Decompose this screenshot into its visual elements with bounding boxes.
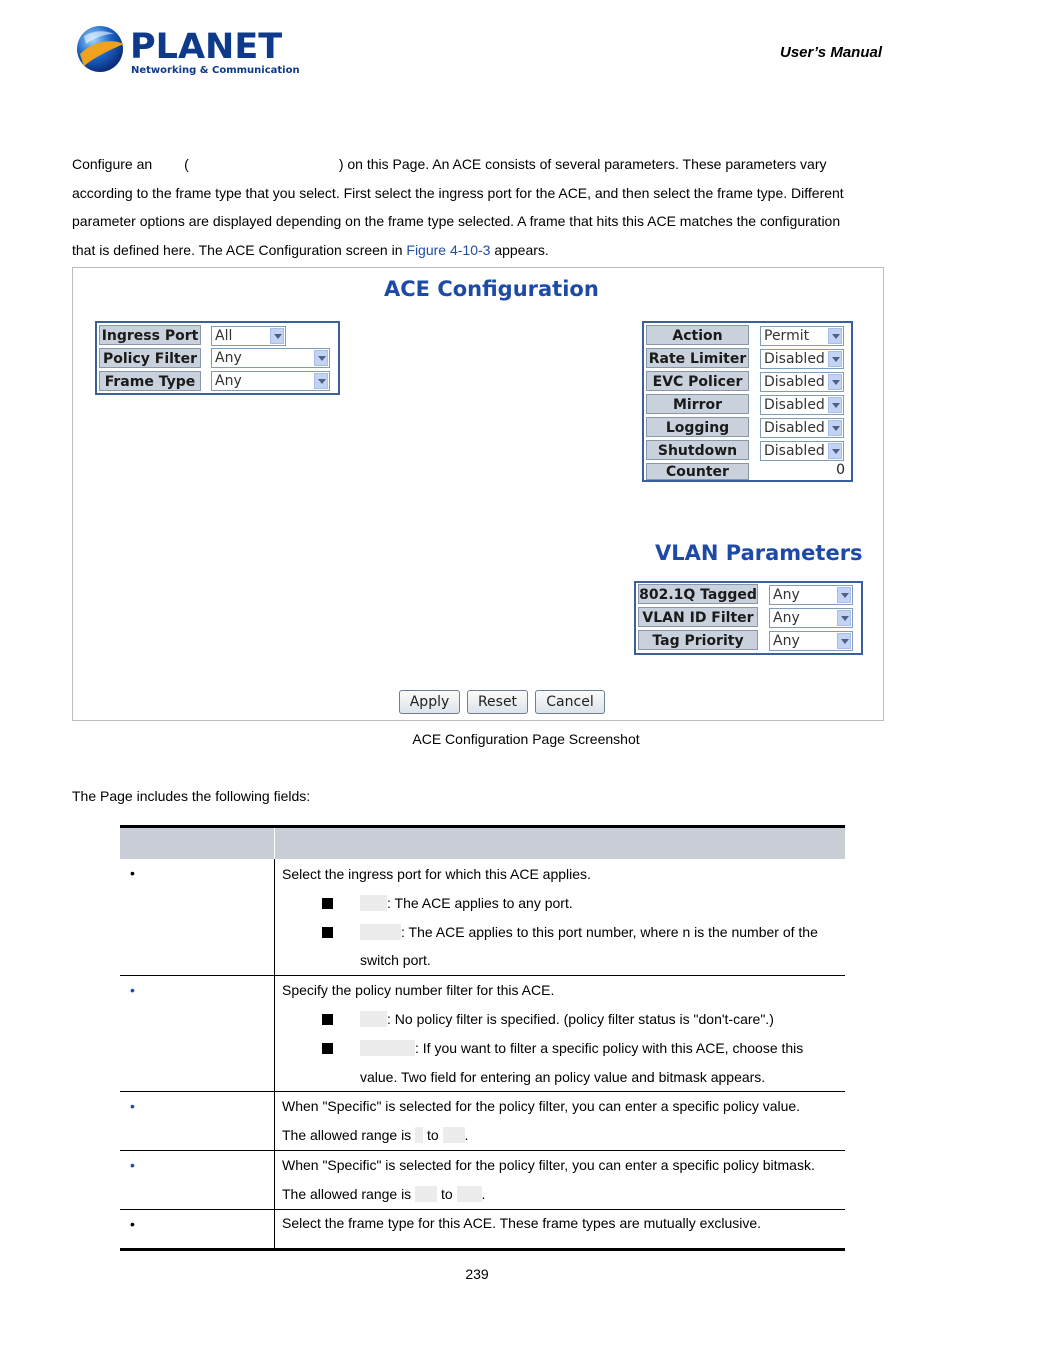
intro-text: ( — [184, 156, 189, 172]
table-row-sub: : The ACE applies to any port. — [387, 895, 573, 911]
logging-value: Disabled — [764, 420, 825, 436]
ingress-port-value: All — [215, 328, 233, 344]
shutdown-label: Shutdown — [646, 440, 749, 460]
intro-text: appears. — [494, 242, 549, 259]
counter-label: Counter — [646, 463, 749, 480]
table-row-range: The allowed range is — [282, 1186, 412, 1202]
chevron-down-icon — [314, 350, 328, 366]
chevron-down-icon — [828, 328, 842, 344]
tag-priority-value: Any — [773, 633, 800, 649]
frame-type-label: Frame Type — [99, 371, 201, 391]
policy-filter-select[interactable] — [211, 348, 330, 368]
table-row-range: The allowed range is — [282, 1127, 412, 1143]
chevron-down-icon — [270, 328, 284, 344]
table-row-sub: : If you want to filter a specific policy with this ACE, choose this — [415, 1040, 804, 1056]
tag-priority-label: Tag Priority — [638, 630, 758, 650]
chevron-down-icon — [828, 374, 842, 390]
evc-policer-select[interactable] — [760, 372, 844, 392]
intro-text: ) on this Page. An ACE consists of several parameters. These parameters vary — [338, 156, 827, 172]
mirror-value: Disabled — [764, 397, 825, 413]
rate-limiter-select[interactable] — [760, 349, 844, 369]
bullet-icon: • — [130, 982, 135, 998]
frame-type-select[interactable] — [211, 371, 330, 391]
mirror-select[interactable] — [760, 395, 844, 415]
chevron-down-icon — [314, 373, 328, 389]
action-label: Action — [646, 325, 749, 345]
rate-limiter-value: Disabled — [764, 351, 825, 367]
vlan-parameters-title: VLAN Parameters — [655, 541, 863, 565]
evc-policer-label: EVC Policer — [646, 371, 749, 391]
chevron-down-icon — [828, 397, 842, 413]
chevron-down-icon — [828, 443, 842, 459]
tagged-select[interactable] — [769, 585, 853, 605]
reset-button[interactable]: Reset — [467, 690, 528, 714]
intro-text: Configure an — [72, 156, 153, 172]
ingress-port-select[interactable] — [211, 326, 286, 346]
chevron-down-icon — [837, 587, 851, 603]
action-value: Permit — [764, 328, 810, 344]
fields-intro: The Page includes the following fields: — [72, 788, 311, 804]
counter-value: 0 — [836, 462, 845, 478]
ace-configuration-screenshot — [72, 267, 884, 721]
logging-label: Logging — [646, 417, 749, 437]
table-row-desc: Select the ingress port for which this ACE applies. — [282, 866, 591, 882]
policy-filter-label: Policy Filter — [99, 348, 201, 368]
vlan-id-filter-label: VLAN ID Filter — [638, 607, 758, 627]
square-bullet-icon — [322, 927, 333, 938]
policy-filter-value: Any — [215, 350, 242, 366]
frame-type-value: Any — [215, 373, 242, 389]
chevron-down-icon — [837, 633, 851, 649]
table-row-desc: When "Specific" is selected for the policy filter, you can enter a specific policy bitmask. — [282, 1157, 815, 1173]
bullet-icon: • — [130, 1216, 135, 1232]
apply-button[interactable]: Apply — [399, 690, 460, 714]
logging-select[interactable] — [760, 418, 844, 438]
vlan-parameters-table — [634, 581, 863, 655]
chevron-down-icon — [828, 420, 842, 436]
square-bullet-icon — [322, 1014, 333, 1025]
range-end: . — [464, 1127, 469, 1143]
table-bottom-rule — [120, 1248, 845, 1251]
ingress-port-label: Ingress Port — [99, 325, 201, 345]
range-to: to — [426, 1127, 439, 1143]
ace-configuration-title: ACE Configuration — [384, 277, 599, 301]
table-row-sub: : The ACE applies to this port number, where n is the number of the — [401, 924, 818, 940]
rate-limiter-label: Rate Limiter — [646, 348, 749, 368]
table-row-desc: Select the frame type for this ACE. These frame types are mutually exclusive. — [282, 1215, 762, 1231]
range-to: to — [440, 1186, 453, 1202]
shutdown-select[interactable] — [760, 441, 844, 461]
svg-text:Networking & Communication: Networking & Communication — [131, 65, 300, 76]
evc-policer-value: Disabled — [764, 374, 825, 390]
planet-logo — [74, 22, 300, 78]
manual-label: User’s Manual — [780, 44, 882, 61]
page-number: 239 — [465, 1266, 489, 1282]
range-end: . — [481, 1186, 486, 1202]
chevron-down-icon — [828, 351, 842, 367]
vlan-id-filter-value: Any — [773, 610, 800, 626]
table-row-sub: value. Two field for entering an policy value and bitmask appears. — [360, 1069, 766, 1085]
tag-priority-select[interactable] — [769, 631, 853, 651]
cancel-button[interactable]: Cancel — [535, 690, 605, 714]
table-row-sub: : No policy filter is specified. (policy filter status is "don't-care".) — [387, 1011, 774, 1027]
shutdown-value: Disabled — [764, 443, 825, 459]
table-row-desc: Specify the policy number filter for this ACE. — [282, 982, 555, 998]
chevron-down-icon — [837, 610, 851, 626]
intro-text: parameter options are displayed depending on the frame type selected. A frame that hits this ACE matches the configuration — [72, 213, 841, 230]
table-row-desc: When "Specific" is selected for the policy filter, you can enter a specific policy value. — [282, 1098, 801, 1114]
table-row-sub: switch port. — [360, 952, 431, 968]
bullet-icon: • — [130, 1098, 135, 1114]
mirror-label: Mirror — [646, 394, 749, 414]
table-column-divider — [274, 859, 275, 1250]
figure-link[interactable]: Figure 4-10-3 — [406, 242, 491, 259]
vlan-id-filter-select[interactable] — [769, 608, 853, 628]
ace-action-table — [642, 321, 853, 482]
figure-caption: ACE Configuration Page Screenshot — [412, 731, 640, 747]
planet-globe-icon — [74, 22, 300, 78]
svg-text:PLANET: PLANET — [130, 27, 283, 67]
intro-text: according to the frame type that you select. First select the ingress port for the ACE, and then select the frame type. Different — [72, 184, 844, 201]
tagged-value: Any — [773, 587, 800, 603]
table-header — [120, 828, 845, 859]
tagged-label: 802.1Q Tagged — [638, 584, 758, 604]
bullet-icon: • — [130, 865, 135, 881]
action-select[interactable] — [760, 326, 844, 346]
bullet-icon: • — [130, 1157, 135, 1173]
square-bullet-icon — [322, 898, 333, 909]
intro-paragraph — [72, 150, 882, 265]
intro-text: that is defined here. The ACE Configuration screen in — [72, 242, 403, 259]
square-bullet-icon — [322, 1043, 333, 1054]
ace-basic-table — [95, 321, 340, 395]
